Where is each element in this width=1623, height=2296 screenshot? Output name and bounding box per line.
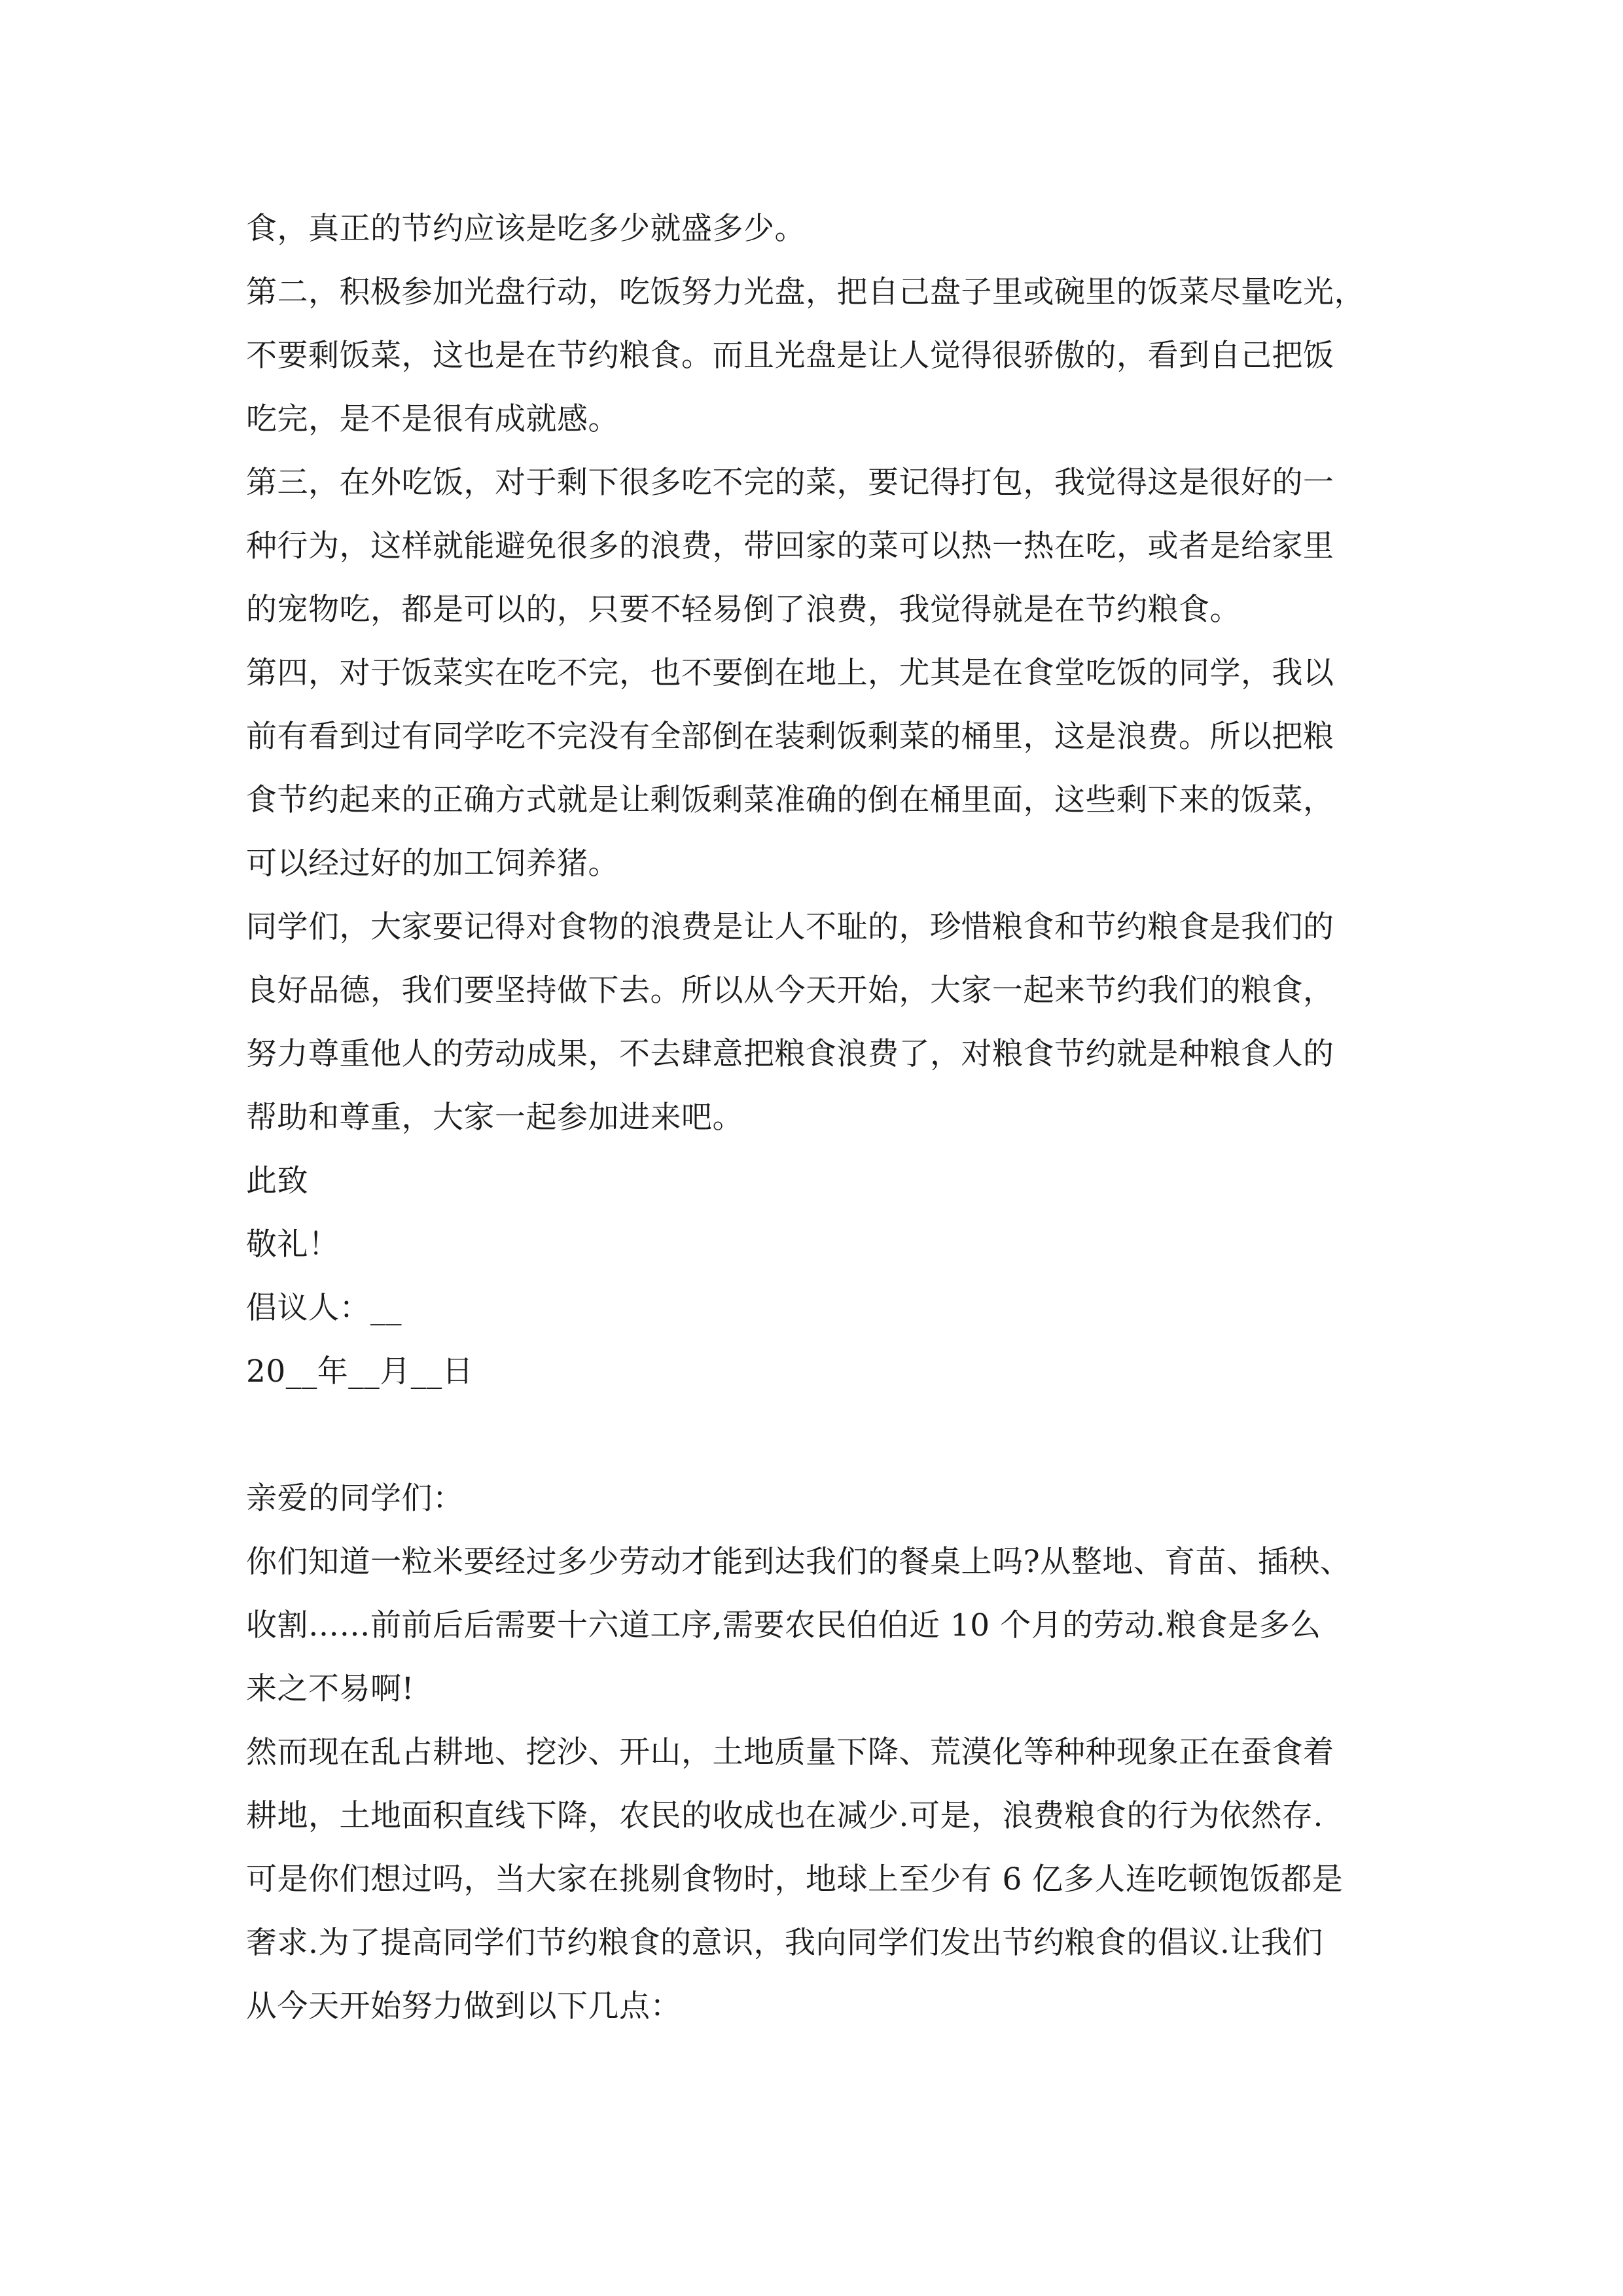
paragraph-line: 的宠物吃，都是可以的，只要不轻易倒了浪费，我觉得就是在节约粮食。	[246, 592, 1241, 628]
paragraph-line: 良好品德，我们要坚持做下去。所以从今天开始，大家一起来节约我们的粮食，	[246, 973, 1334, 1009]
paragraph-line: 第三，在外吃饭，对于剩下很多吃不完的菜，要记得打包，我觉得这是很好的一	[246, 465, 1334, 501]
paragraph-line: 可以经过好的加工饲养猪。	[246, 846, 619, 882]
paragraph-line: 吃完，是不是很有成就感。	[246, 401, 619, 437]
paragraph-line: 奢求.为了提高同学们节约粮食的意识，我向同学们发出节约粮食的倡议.让我们	[246, 1925, 1323, 1961]
paragraph-line: 从今天开始努力做到以下几点：	[246, 1988, 681, 2024]
paragraph-line: 来之不易啊!	[246, 1671, 414, 1707]
paragraph-line: 食节约起来的正确方式就是让剩饭剩菜准确的倒在桶里面，这些剩下来的饭菜，	[246, 782, 1334, 818]
letter-date: 20__年__月__日	[246, 1354, 474, 1390]
paragraph-line: 第二，积极参加光盘行动，吃饭努力光盘，把自己盘子里或碗里的饭菜尽量吃光，	[246, 274, 1365, 310]
paragraph-line: 种行为，这样就能避免很多的浪费，带回家的菜可以热一热在吃，或者是给家里	[246, 528, 1334, 564]
letter-salutation: 敬礼！	[246, 1227, 340, 1263]
paragraph-line: 然而现在乱占耕地、挖沙、开山，土地质量下降、荒漠化等种种现象正在蚕食着	[246, 1734, 1334, 1770]
paragraph-line: 收割……前前后后需要十六道工序,需要农民伯伯近 10 个月的劳动.粮食是多么	[246, 1607, 1321, 1643]
paragraph-line: 前有看到过有同学吃不完没有全部倒在装剩饭剩菜的桶里，这是浪费。所以把粮	[246, 719, 1334, 755]
paragraph-line: 同学们，大家要记得对食物的浪费是让人不耻的，珍惜粮食和节约粮食是我们的	[246, 909, 1334, 945]
paragraph-line: 可是你们想过吗，当大家在挑剔食物时，地球上至少有 6 亿多人连吃顿饱饭都是	[246, 1861, 1344, 1897]
letter-greeting: 亲爱的同学们：	[246, 1480, 464, 1516]
paragraph-line: 耕地，土地面积直线下降，农民的收成也在减少.可是，浪费粮食的行为依然存.	[246, 1798, 1323, 1834]
paragraph-line: 第四，对于饭菜实在吃不完，也不要倒在地上，尤其是在食堂吃饭的同学，我以	[246, 655, 1334, 691]
paragraph-line: 你们知道一粒米要经过多少劳动才能到达我们的餐桌上吗?从整地、育苗、插秧、	[246, 1544, 1351, 1580]
paragraph-line: 努力尊重他人的劳动成果，不去肆意把粮食浪费了，对粮食节约就是种粮食人的	[246, 1036, 1334, 1072]
paragraph-line: 不要剩饭菜，这也是在节约粮食。而且光盘是让人觉得很骄傲的，看到自己把饭	[246, 338, 1334, 374]
paragraph-line: 食，真正的节约应该是吃多少就盛多少。	[246, 211, 806, 247]
paragraph-line: 帮助和尊重，大家一起参加进来吧。	[246, 1100, 743, 1136]
letter-closing: 此致	[246, 1163, 308, 1199]
letter-proposer: 倡议人：__	[246, 1290, 402, 1326]
